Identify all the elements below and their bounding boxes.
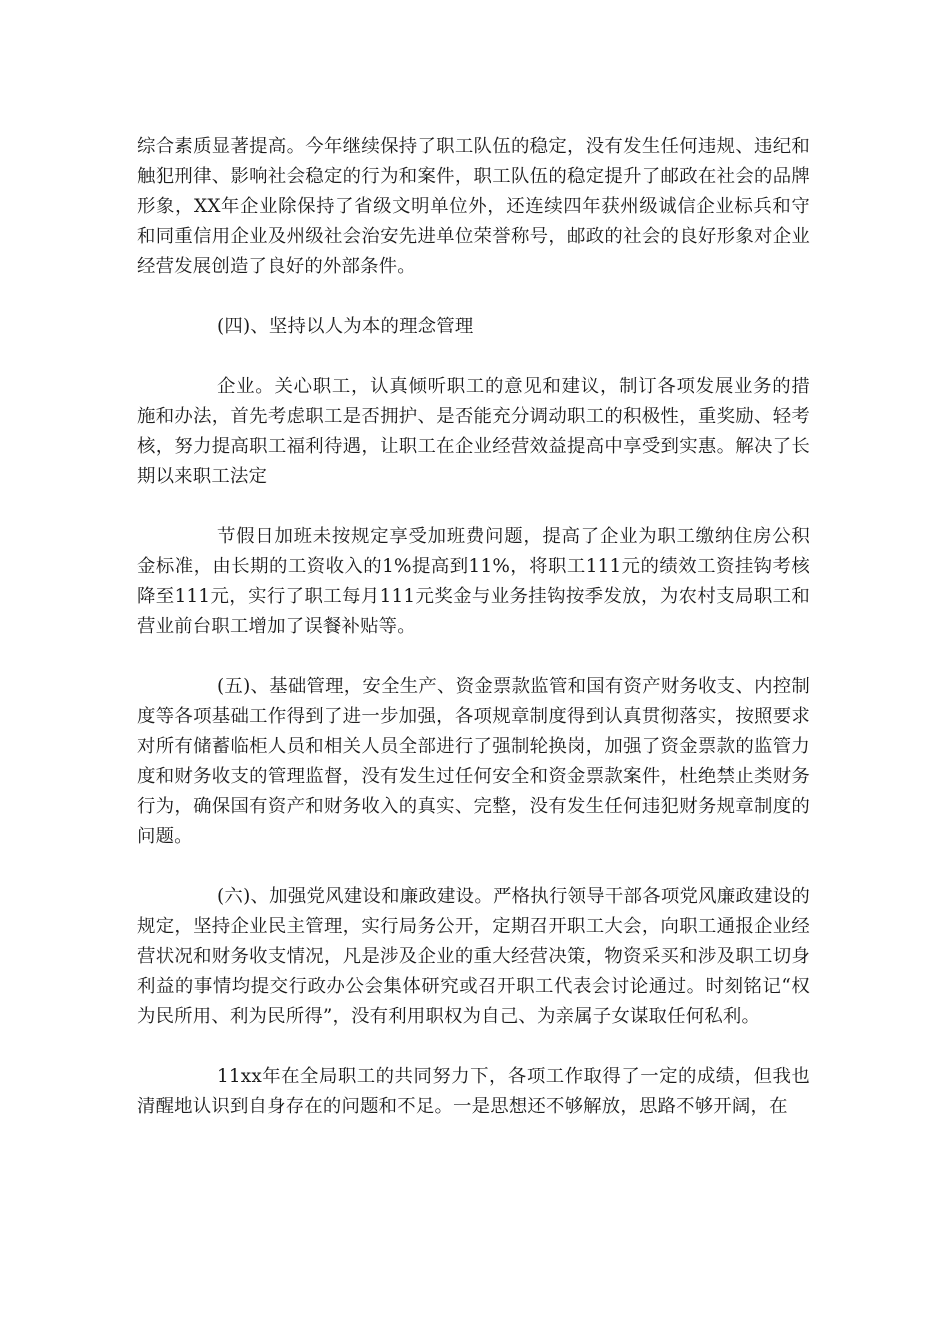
document-page xyxy=(137,132,810,1122)
paragraph-care-for-staff: 企业。关心职工，认真倾听职工的意见和建议，制订各项发展业务的措施和办法，首先考虑职工是否拥护、是否能充分调动职工的积极性，重奖励、轻考核，努力提高职工福利待遇，让职工在企业经营效益提高中享受到实惠。解决了长期以来职工法定 xyxy=(137,376,810,487)
paragraph-overtime-benefits: 节假日加班未按规定享受加班费问题，提高了企业为职工缴纳住房公积金标准，由长期的工资收入的1%提高到11%，将职工111元的绩效工资挂钩考核降至111元，实行了职工每月111元奖金与业务挂钩按季发放，为农村支局职工和营业前台职工增加了误餐补贴等。 xyxy=(137,526,810,637)
paragraph-staff-stability: 综合素质显著提高。今年继续保持了职工队伍的稳定，没有发生任何违规、违纪和触犯刑律、影响社会稳定的行为和案件，职工队伍的稳定提升了邮政在社会的品牌形象，XX年企业除保持了省级文明单位外，还连续四年获州级诚信企业标兵和守和同重信用企业及州级社会治安先进单位荣誉称号，邮政的社会的良好形象对企业经营发展创造了良好的外部条件。 xyxy=(137,136,810,277)
section-heading-people-oriented: (四)、坚持以人为本的理念管理 xyxy=(217,316,474,337)
paragraph-basic-management: (五)、基础管理，安全生产、资金票款监管和国有资产财务收支、内控制度等各项基础工作得到了进一步加强，各项规章制度得到认真贯彻落实，按照要求对所有储蓄临柜人员和相关人员全部进行了强制轮换岗，加强了资金票款的监管力度和财务收支的管理监督，没有发生过任何安全和资金票款案件，杜绝禁止类财务行为，确保国有资产和财务收入的真实、完整，没有发生任何违犯财务规章制度的问题。 xyxy=(137,676,810,847)
paragraph-party-integrity: (六)、加强党风建设和廉政建设。严格执行领导干部各项党风廉政建设的规定，坚持企业民主管理，实行局务公开，定期召开职工大会，向职工通报企业经营状况和财务收支情况，凡是涉及企业的重大经营决策，物资采买和涉及职工切身利益的事情均提交行政办公会集体研究或召开职工代表会讨论通过。时刻铭记“权为民所用、利为民所得”，没有利用职权为自己、为亲属子女谋取任何私利。 xyxy=(137,886,810,1027)
paragraph-summary-shortcomings: 11xx年在全局职工的共同努力下，各项工作取得了一定的成绩，但我也清醒地认识到自身存在的问题和不足。一是思想还不够解放，思路不够开阔，在 xyxy=(137,1066,810,1117)
